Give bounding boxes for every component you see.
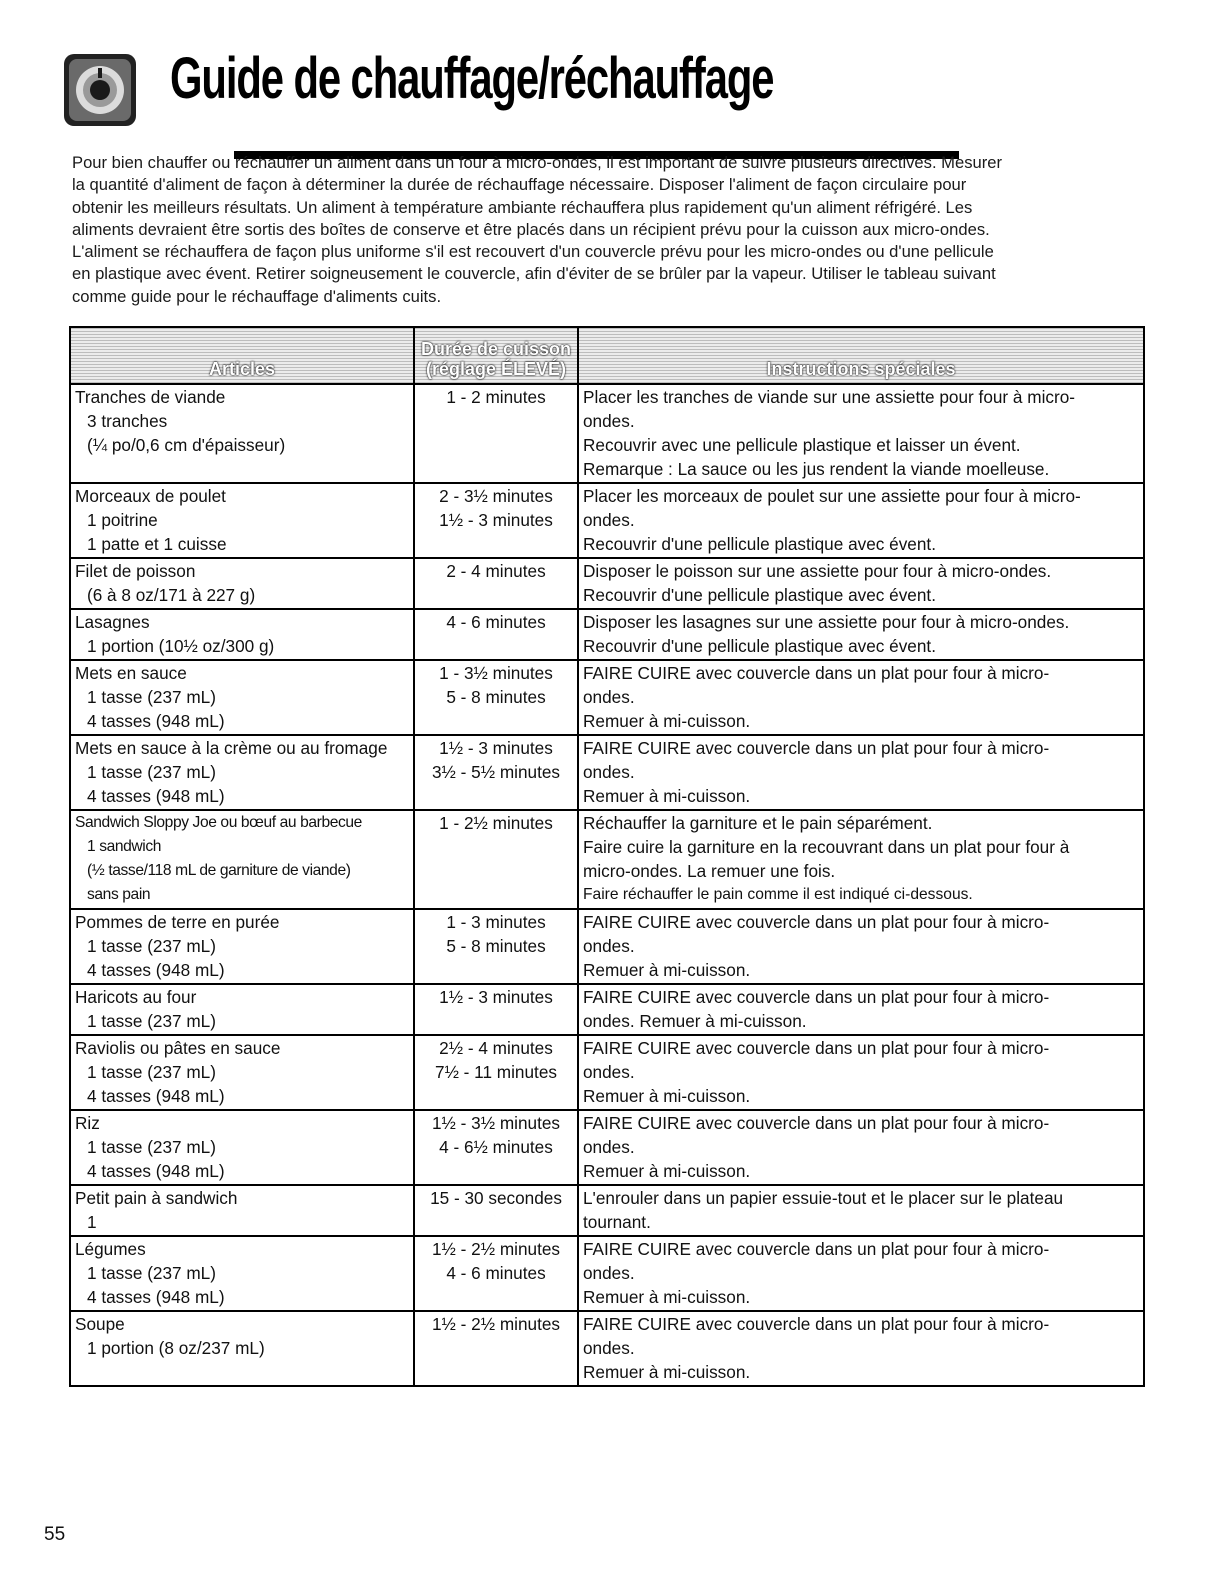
table-row: [70, 609, 1144, 660]
table-row: [70, 1185, 1144, 1236]
article-cell: Petit pain à sandwich 1: [70, 1185, 414, 1236]
instructions-cell: Placer les morceaux de poulet sur une assiette pour four à micro- ondes. Recouvrir d'une pellicule plastique avec évent.: [578, 483, 1144, 558]
instructions-cell: FAIRE CUIRE avec couvercle dans un plat pour four à micro- ondes. Remuer à mi-cuisson.: [578, 909, 1144, 984]
header-instructions: Instructions spéciales: [578, 327, 1144, 384]
article-cell: Riz 1 tasse (237 mL) 4 tasses (948 mL): [70, 1110, 414, 1185]
intro-line: la quantité d'aliment de façon à déterminer la durée de réchauffage nécessaire. Disposer l'aliment de façon circulaire pour: [72, 175, 967, 195]
table-row: [70, 483, 1144, 558]
instructions-cell: FAIRE CUIRE avec couvercle dans un plat pour four à micro- ondes. Remuer à mi-cuisson.: [578, 1110, 1144, 1185]
intro-paragraph: [72, 152, 1148, 308]
article-cell: Tranches de viande 3 tranches (¼ po/0,6 cm d'épaisseur): [70, 384, 414, 483]
article-cell: Lasagnes 1 portion (10½ oz/300 g): [70, 609, 414, 660]
instructions-cell: Disposer les lasagnes sur une assiette pour four à micro-ondes. Recouvrir d'une pellicule plastique avec évent.: [578, 609, 1144, 660]
duree-cell: 1 - 2 minutes: [414, 384, 578, 483]
article-cell: Mets en sauce à la crème ou au fromage 1 tasse (237 mL) 4 tasses (948 mL): [70, 735, 414, 810]
duree-cell: 1½ - 3 minutes: [414, 984, 578, 1035]
instructions-cell: FAIRE CUIRE avec couvercle dans un plat pour four à micro- ondes. Remuer à mi-cuisson.: [578, 984, 1144, 1035]
table-row: [70, 1236, 1144, 1311]
instructions-cell: L'enrouler dans un papier essuie-tout et le placer sur le plateau tournant.: [578, 1185, 1144, 1236]
intro-line: L'aliment se réchauffera de façon plus uniforme s'il est recouvert d'un couvercle prévu pour les micro-ondes ou d'une pellicule: [72, 242, 994, 262]
article-cell: Filet de poisson (6 à 8 oz/171 à 227 g): [70, 558, 414, 609]
duree-cell: 2 - 4 minutes: [414, 558, 578, 609]
table-row: [70, 810, 1144, 909]
duree-cell: 4 - 6 minutes: [414, 609, 578, 660]
instructions-cell: FAIRE CUIRE avec couvercle dans un plat pour four à micro- ondes. Remuer à mi-cuisson.: [578, 1236, 1144, 1311]
duree-cell: 1½ - 3 minutes 3½ - 5½ minutes: [414, 735, 578, 810]
duree-cell: 1 - 2½ minutes: [414, 810, 578, 909]
article-cell: Morceaux de poulet 1 poitrine 1 patte et 1 cuisse: [70, 483, 414, 558]
intro-line: en plastique avec évent. Retirer soigneusement le couvercle, afin d'éviter de se brûler par la vapeur. Utiliser le tableau suivant: [72, 264, 996, 284]
instructions-cell: FAIRE CUIRE avec couvercle dans un plat pour four à micro- ondes. Remuer à mi-cuisson.: [578, 1035, 1144, 1110]
instructions-cell: Placer les tranches de viande sur une assiette pour four à micro- ondes. Recouvrir avec une pellicule plastique et laisser un évent. Remarque : La sauce ou les jus rendent la viande moelleuse.: [578, 384, 1144, 483]
table-row: [70, 1311, 1144, 1386]
duree-cell: 1½ - 2½ minutes 4 - 6 minutes: [414, 1236, 578, 1311]
article-cell: Haricots au four 1 tasse (237 mL): [70, 984, 414, 1035]
table-row: [70, 660, 1144, 735]
table-row: [70, 984, 1144, 1035]
page-title: Guide de chauffage/réchauffage: [170, 46, 774, 111]
intro-line: aliments devraient être sortis des boîtes de conserve et être placés dans un récipient prévu pour la cuisson aux micro-ondes.: [72, 219, 990, 239]
duree-cell: 1½ - 2½ minutes: [414, 1311, 578, 1386]
page-number: 55: [44, 1524, 66, 1545]
duree-cell: 1 - 3½ minutes 5 - 8 minutes: [414, 660, 578, 735]
header-duree: Durée de cuisson (réglage ÉLEVÉ): [414, 327, 578, 384]
duree-cell: 2 - 3½ minutes 1½ - 3 minutes: [414, 483, 578, 558]
table-row: [70, 384, 1144, 483]
table-row: [70, 1110, 1144, 1185]
header-articles: Articles: [70, 327, 414, 384]
duree-cell: 15 - 30 secondes: [414, 1185, 578, 1236]
instructions-cell: FAIRE CUIRE avec couvercle dans un plat pour four à micro- ondes. Remuer à mi-cuisson.: [578, 735, 1144, 810]
article-cell: Mets en sauce 1 tasse (237 mL) 4 tasses (948 mL): [70, 660, 414, 735]
intro-line: obtenir les meilleurs résultats. Un aliment à température ambiante réchauffera plus rapidement qu'un aliment réfrigéré. Les: [72, 197, 973, 217]
table-row: [70, 735, 1144, 810]
page-header: [62, 36, 922, 128]
duree-cell: 2½ - 4 minutes 7½ - 11 minutes: [414, 1035, 578, 1110]
article-cell: Pommes de terre en purée 1 tasse (237 mL) 4 tasses (948 mL): [70, 909, 414, 984]
intro-line: Pour bien chauffer ou réchauffer un aliment dans un four à micro-ondes, il est important de suivre plusieurs directives. Mesurer: [72, 153, 1003, 172]
duree-cell: 1 - 3 minutes 5 - 8 minutes: [414, 909, 578, 984]
instructions-cell: Disposer le poisson sur une assiette pour four à micro-ondes. Recouvrir d'une pellicule plastique avec évent.: [578, 558, 1144, 609]
article-cell: Sandwich Sloppy Joe ou bœuf au barbecue 1 sandwich (½ tasse/118 mL de garniture de viande) sans pain: [70, 810, 414, 909]
article-cell: Raviolis ou pâtes en sauce 1 tasse (237 mL) 4 tasses (948 mL): [70, 1035, 414, 1110]
table-row: [70, 909, 1144, 984]
article-cell: Soupe 1 portion (8 oz/237 mL): [70, 1311, 414, 1386]
table-row: [70, 1035, 1144, 1110]
article-cell: Légumes 1 tasse (237 mL) 4 tasses (948 mL): [70, 1236, 414, 1311]
instructions-cell: FAIRE CUIRE avec couvercle dans un plat pour four à micro- ondes. Remuer à mi-cuisson.: [578, 1311, 1144, 1386]
table-header-row: [70, 327, 1144, 384]
table-row: [70, 558, 1144, 609]
microwave-dial-icon: [62, 52, 138, 128]
duree-cell: 1½ - 3½ minutes 4 - 6½ minutes: [414, 1110, 578, 1185]
instructions-cell: Réchauffer la garniture et le pain séparément. Faire cuire la garniture en la recouvrant dans un plat pour four à micro-ondes. La remuer une fois. Faire réchauffer le pain comme il est indiqué ci-dessous.: [578, 810, 1144, 909]
intro-line: comme guide pour le réchauffage d'aliments cuits.: [72, 286, 442, 306]
heating-guide-table: [69, 326, 1145, 1387]
instructions-cell: FAIRE CUIRE avec couvercle dans un plat pour four à micro- ondes. Remuer à mi-cuisson.: [578, 660, 1144, 735]
